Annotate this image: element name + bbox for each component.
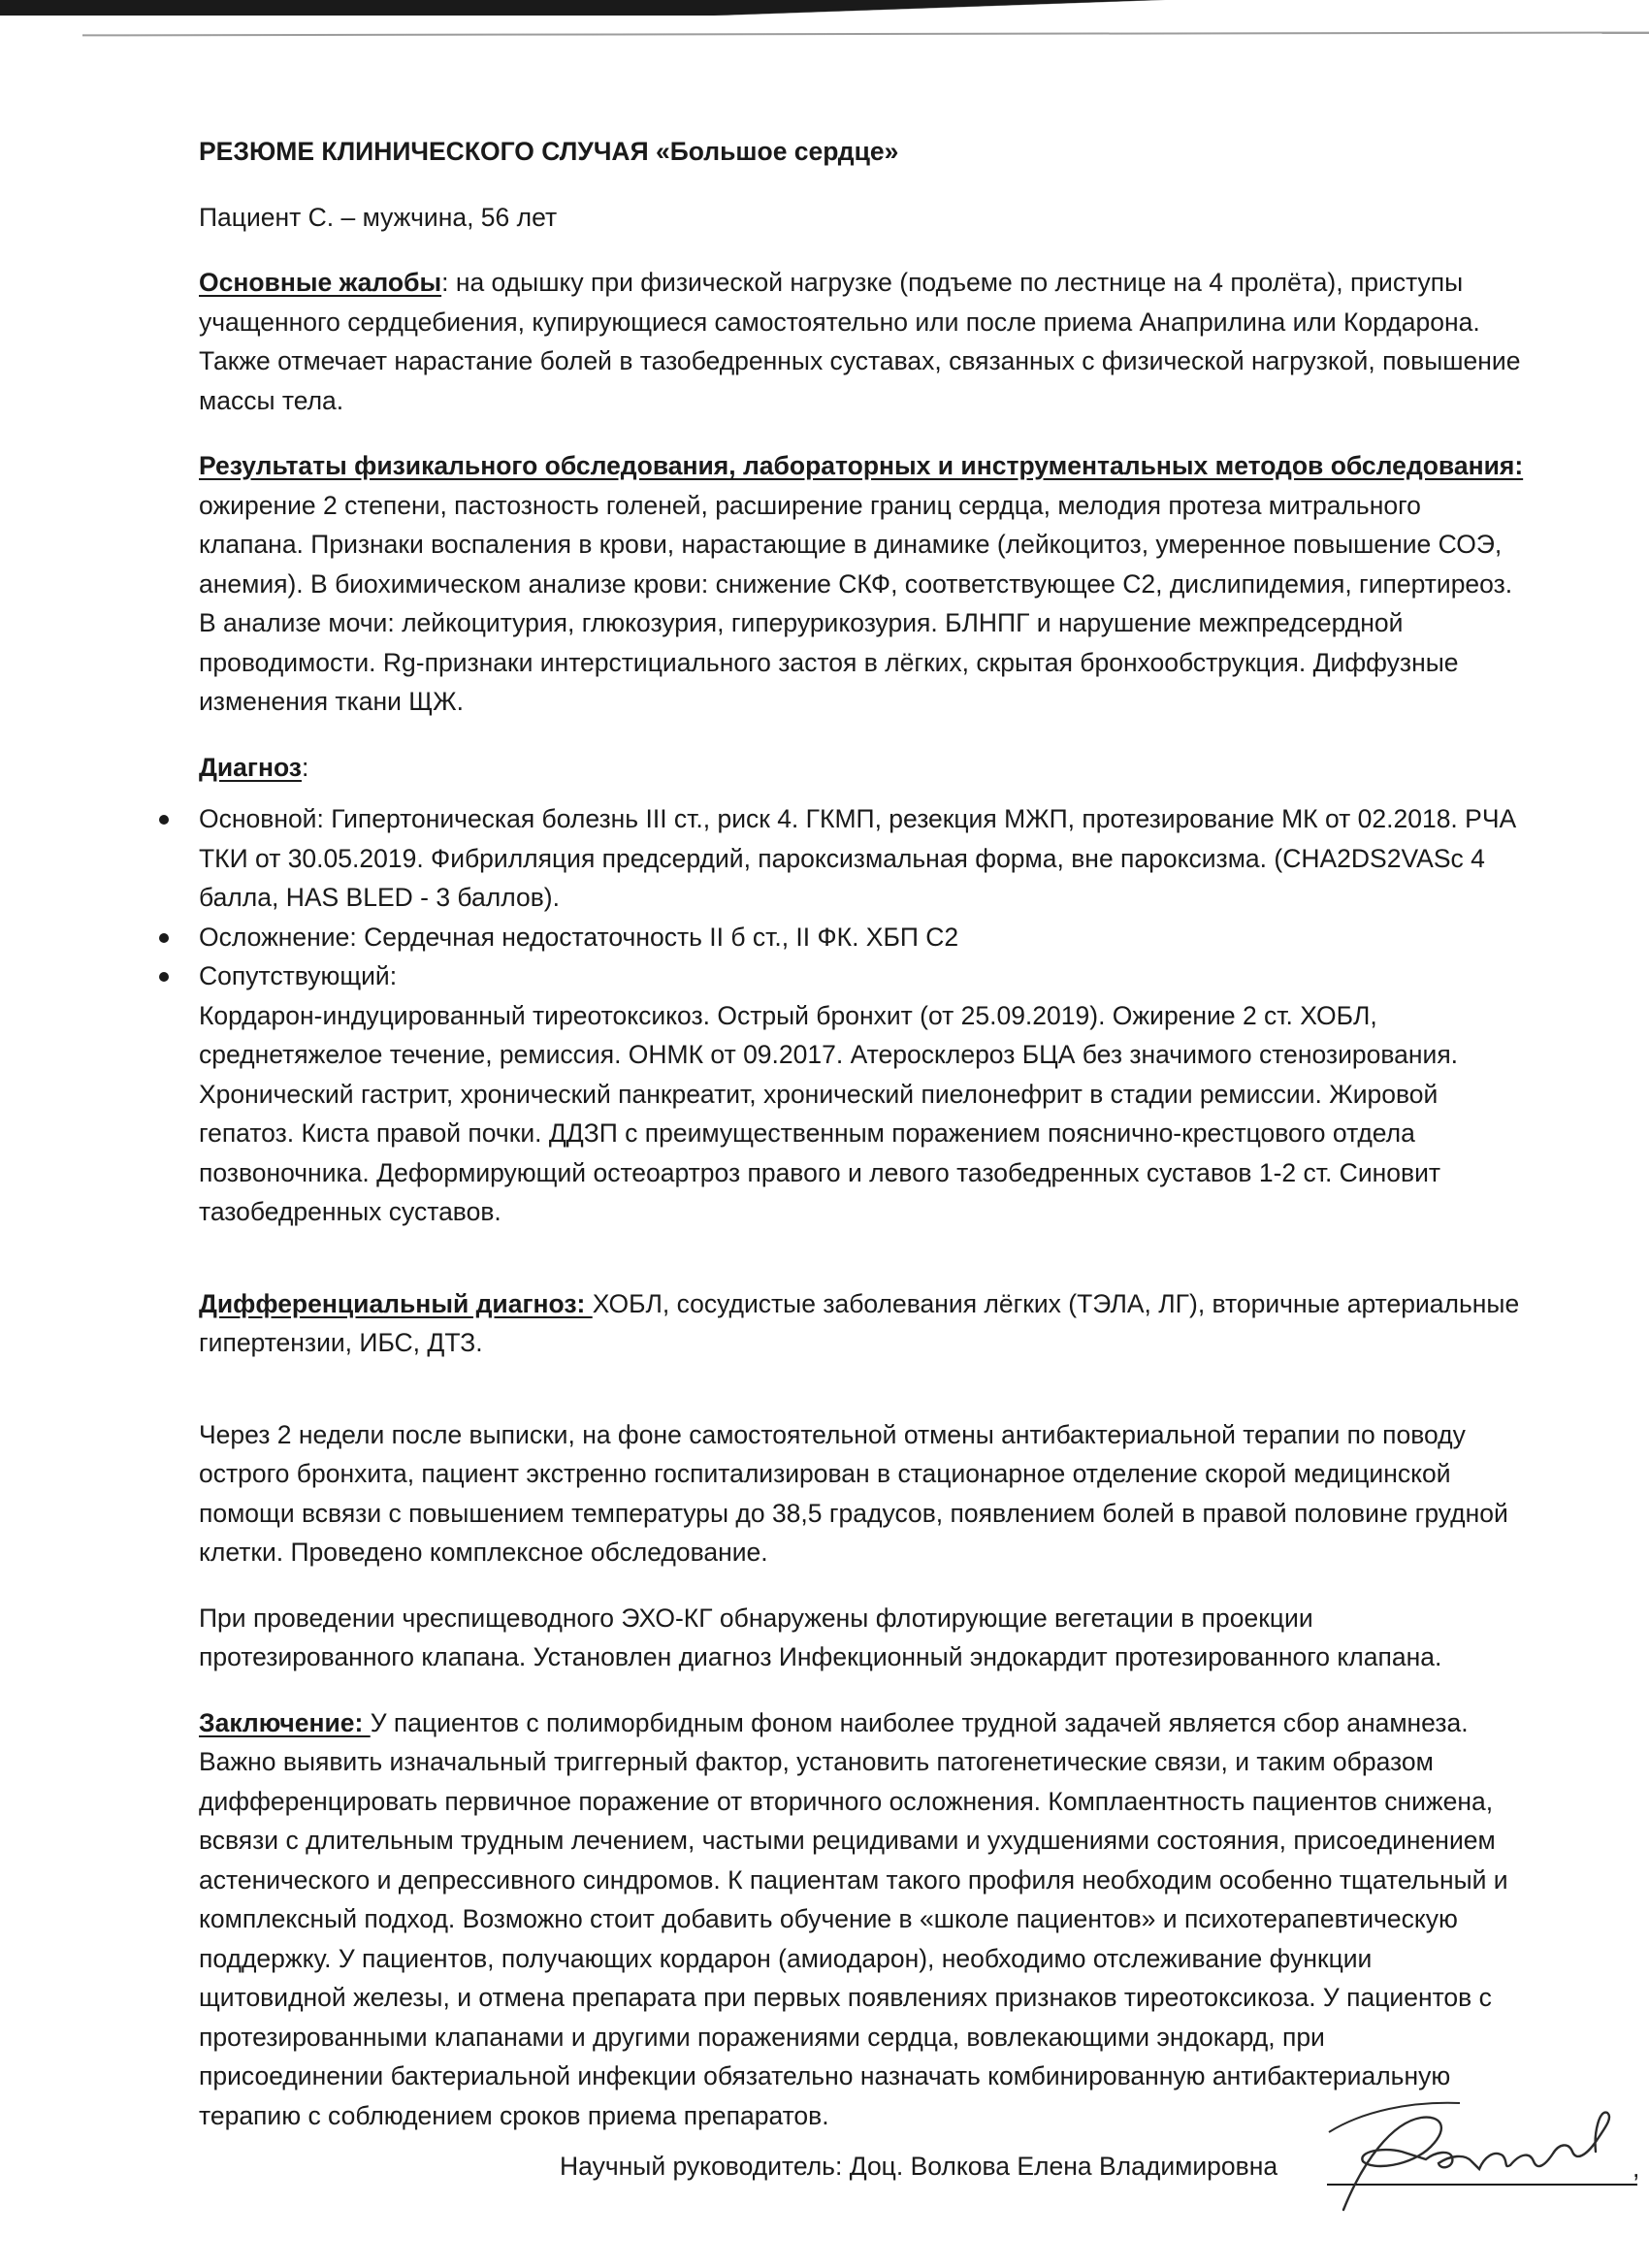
paragraph-line: ожирение 2 степени, пастозность голеней, расширение границ сердца, мелодия протеза митрального: [199, 490, 1421, 520]
list-item: Основной: Гипертоническая болезнь III ст., риск 4. ГКМП, резекция МЖП, протезирование МК от 02.2018. РЧА ТКИ от 30.05.2019. Фибрилляция предсердий, пароксизмальная форма, вне пароксизма. (CHA2DS2VASc 4 балла, HAS BLED - 3 баллов).: [199, 799, 1605, 918]
paragraph-line: Также отмечает нарастание болей в тазобедренных суставах, связанных с физической нагрузкой, повышение: [199, 346, 1521, 375]
paragraph-line: изменения ткани ЩЖ.: [199, 687, 464, 716]
paragraph-line: : на одышку при физической нагрузке (подъеме по лестнице на 4 пролёта), приступы: [441, 268, 1464, 297]
section-differential: Дифференциальный диагноз: ХОБЛ, сосудистые заболевания лёгких (ТЭЛА, ЛГ), вторичные артериальные гипертензии, ИБС, ДТЗ.: [199, 1284, 1605, 1363]
section-echo: При проведении чреспищеводного ЭХО-КГ обнаружены флотирующие вегетации в проекции протезированного клапана. Установлен диагноз Инфекционный эндокардит протезированного клапана.: [199, 1603, 1442, 1671]
section-diagnosis: Диагноз: Основной: Гипертоническая болезнь III ст., риск 4. ГКМП, резекция МЖП, протезирование МК от 02.2018. РЧА ТКИ от 30.05.2019. Фибрилляция предсердий, пароксизмальная форма, вне пароксизма. (CHA2DS2VASc 4 балла, HAS BLED - 3 баллов). Осложнение: Сердечная недостаточность II б ст., II ФК. ХБП С2 Сопутствующий: Кордарон-индуцированный тиреотоксикоз. Острый бронхит (от 25.09.2019). Ожирение 2 ст. ХОБЛ, среднетяжелое течение, ремиссия. ОНМК от 09.2017. Атеросклероз БЦА без значимого стенозирования. Хронический гастрит, хронический панкреатит, хронический пиелонефрит в стадии ремиссии. Жировой гепатоз. Киста правой почки. ДДЗП с преимущественным поражением пояснично-крестцового отдела позвоночника. Деформирующий остеоартроз правого и левого тазобедренных суставов 1-2 ст. Синовит тазобедренных суставов.: [199, 748, 1605, 1232]
section-complaints: [199, 263, 1605, 420]
scan-line: [82, 32, 1649, 37]
paragraph-line: проводимости. Rg-признаки интерстициального застоя в лёгких, скрытая бронхообструкция. Диффузные: [199, 647, 1459, 677]
paragraph-line: массы тела.: [199, 385, 344, 415]
bullet-icon: [159, 815, 169, 825]
complaints-heading: Основные жалобы: [199, 268, 442, 297]
paragraph-line: учащенного сердцебиения, купирующиеся самостоятельно или после приема Анаприлина или Кордарона.: [199, 307, 1480, 337]
conclusion-heading: Заключение:: [199, 1707, 371, 1737]
bullet-icon: [159, 933, 169, 943]
list-item: Сопутствующий: Кордарон-индуцированный тиреотоксикоз. Острый бронхит (от 25.09.2019). Ожирение 2 ст. ХОБЛ, среднетяжелое течение, ремиссия. ОНМК от 09.2017. Атеросклероз БЦА без значимого стенозирования. Хронический гастрит, хронический панкреатит, хронический пиелонефрит в стадии ремиссии. Жировой гепатоз. Киста правой почки. ДДЗП с преимущественным поражением пояснично-крестцового отдела позвоночника. Деформирующий остеоартроз правого и левого тазобедренных суставов 1-2 ст. Синовит тазобедренных суставов.: [199, 956, 1605, 1232]
paragraph-line: гипертензии, ИБС, ДТЗ.: [199, 1328, 483, 1357]
document-title: РЕЗЮМЕ КЛИНИЧЕСКОГО СЛУЧАЯ «Большое сердце»: [199, 137, 899, 166]
supervisor-signature-row: Научный руководитель: Доц. Волкова Елена Владимировна ,: [199, 2147, 1605, 2205]
scan-edge: [0, 0, 1649, 16]
paragraph-line: клапана. Признаки воспаления в крови, нарастающие в динамике (лейкоцитоз, умеренное повышение СОЭ,: [199, 530, 1503, 559]
section-exam: [199, 446, 1605, 722]
section-followup: Через 2 недели после выписки, на фоне самостоятельной отмены антибактериальной терапии по поводу острого бронхита, пациент экстренно госпитализирован в стационарное отделение скорой медицинской помощи всвязи с повышением температуры до 38,5 градусов, появлением болей в правой половине грудной клетки. Проведено комплексное обследование.: [199, 1419, 1508, 1567]
differential-heading: Дифференциальный диагноз:: [199, 1288, 593, 1318]
patient-info: Пациент С. – мужчина, 56 лет: [199, 202, 558, 232]
diagnosis-heading: Диагноз: [199, 752, 302, 782]
paragraph-line: В анализе мочи: лейкоцитурия, глюкозурия, гиперурикозурия. БЛНПГ и нарушение межпредсердной: [199, 608, 1404, 637]
exam-heading: Результаты физикального обследования, лабораторных и инструментальных методов обследования:: [199, 451, 1524, 480]
document-page: [199, 132, 1640, 2205]
diagnosis-list: [199, 799, 1605, 1232]
bullet-icon: [159, 972, 169, 982]
section-conclusion: Заключение: У пациентов с полиморбидным фоном наиболее трудной задачей является сбор анамнеза. Важно выявить изначальный триггерный фактор, установить патогенетические связи, и таким образом дифференцировать первичное поражение от вторичного осложнения. Комплаентность пациентов снижена, всвязи с длительным трудным лечением, частыми рецидивами и ухудшениями состояния, присоединением астенического и депрессивного синдромов. К пациентам такого профиля необходим особенно тщательный и комплексный подход. Возможно стоит добавить обучение в «школе пациентов» и психотерапевтическую поддержку. У пациентов, получающих кордарон (амиодарон), необходимо отслеживание функции щитовидной железы, и отмена препарата при первых появлениях признаков тиреотоксикоза. У пациентов с протезированными клапанами и другими поражениями сердца, вовлекающими эндокард, при присоединении бактериальной инфекции обязательно назначать комбинированную антибактериальную терапию с соблюдением сроков приема препаратов.: [199, 1707, 1508, 2130]
list-item: Осложнение: Сердечная недостаточность II б ст., II ФК. ХБП С2: [199, 918, 1605, 957]
paragraph-line: анемия). В биохимическом анализе крови: снижение СКФ, соответствующее С2, дислипидемия, гипертиреоз.: [199, 568, 1513, 599]
supervisor-label: Научный руководитель: Доц. Волкова Елена Владимировна: [560, 2152, 1278, 2181]
handwritten-signature-icon: [1305, 2093, 1644, 2229]
